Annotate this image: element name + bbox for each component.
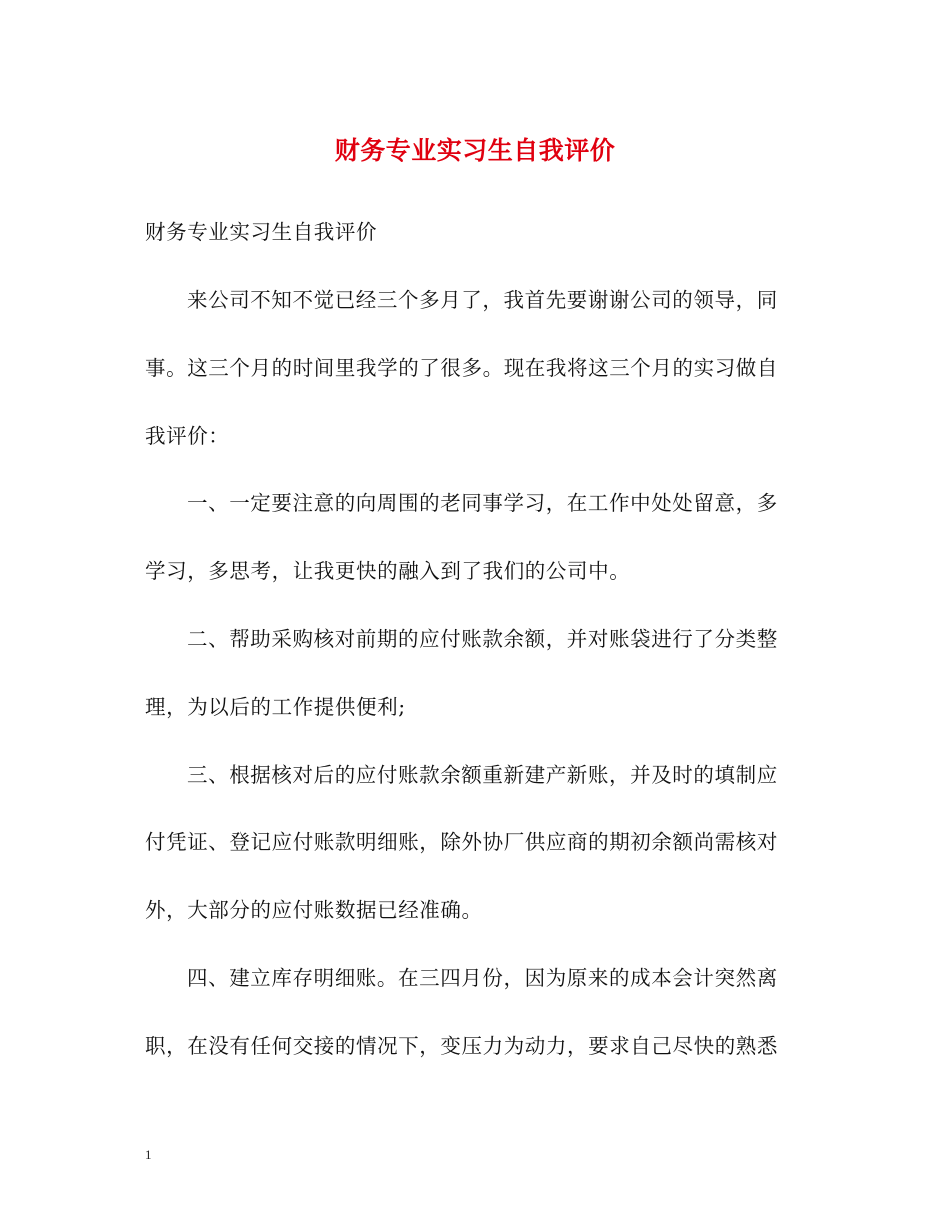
body-line: 事。这三个月的时间里我学的了很多。现在我将这三个月的实习做自 <box>145 356 778 380</box>
body-line: 职，在没有任何交接的情况下，变压力为动力，要求自己尽快的熟悉 <box>145 1034 778 1058</box>
body-line: 一、一定要注意的向周围的老同事学习，在工作中处处留意，多 <box>187 491 778 515</box>
body-line: 三、根据核对后的应付账款余额重新建产新账，并及时的填制应 <box>187 763 778 787</box>
body-line: 学习，多思考，让我更快的融入到了我们的公司中。 <box>145 559 631 583</box>
body-line: 来公司不知不觉已经三个多月了，我首先要谢谢公司的领导，同 <box>187 288 778 312</box>
body-line: 四、建立库存明细账。在三四月份，因为原来的成本会计突然离 <box>187 966 778 990</box>
page-number: 1 <box>145 1147 152 1162</box>
body-line: 付凭证、登记应付账款明细账，除外协厂供应商的期初余额尚需核对 <box>145 830 778 854</box>
body-line: 理，为以后的工作提供便利; <box>145 695 406 719</box>
body-line: 我评价： <box>145 424 230 448</box>
body-line: 外，大部分的应付账数据已经准确。 <box>145 898 483 922</box>
document-title: 财务专业实习生自我评价 <box>334 136 616 165</box>
body-line-subtitle: 财务专业实习生自我评价 <box>145 220 378 244</box>
body-line: 二、帮助采购核对前期的应付账款余额，并对账袋进行了分类整 <box>187 627 778 651</box>
